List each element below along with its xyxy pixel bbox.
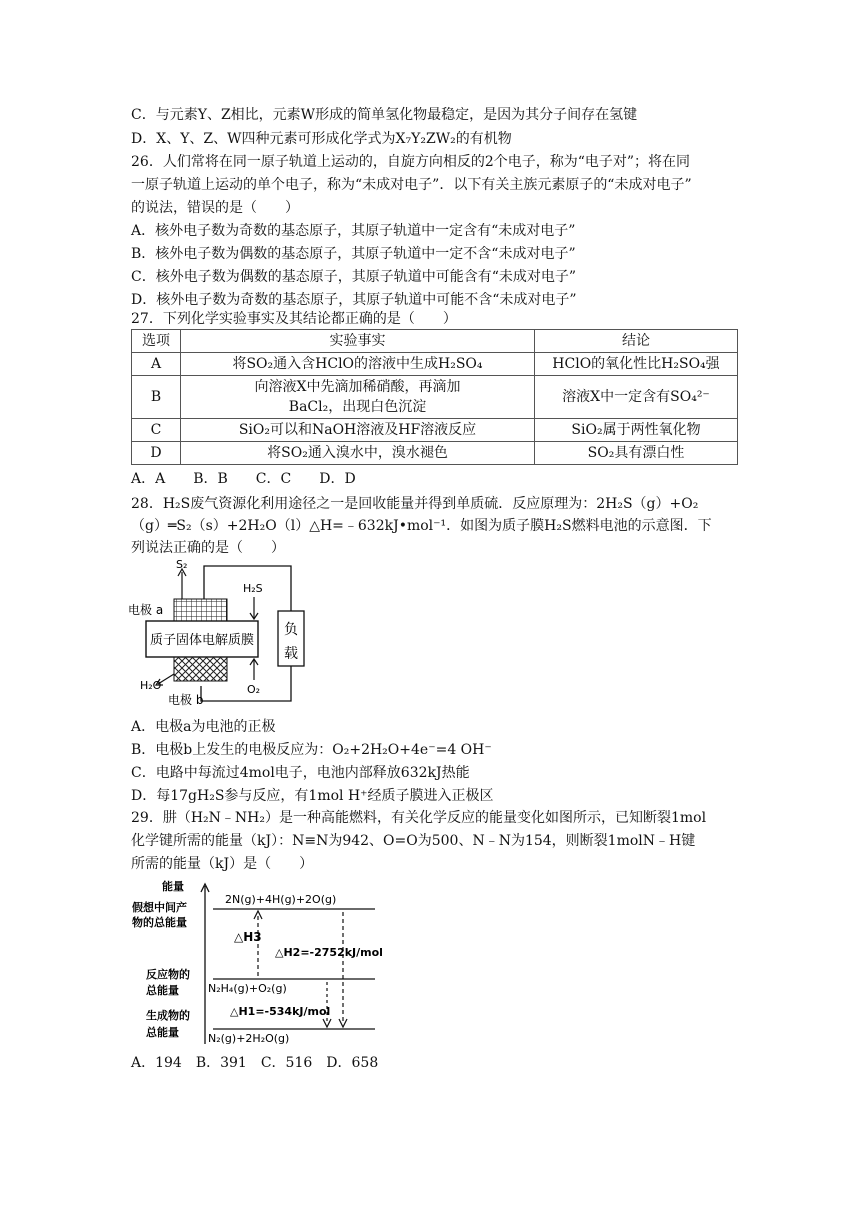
top-level-label: 2N(g)+4H(g)+2O(g) [225,893,337,906]
h2s-label: H₂S [243,582,263,595]
load-label-1: 负 [284,622,298,638]
react-label-1: 反应物的 [146,968,190,981]
table-cell: D [132,442,181,465]
table-header-cell: 选项 [132,330,181,353]
table-cell: 将SO₂通入含HClO的溶液中生成H₂SO₄ [181,353,535,376]
load-label-2: 载 [284,646,298,662]
table-header-cell: 结论 [535,330,738,353]
q28-option-a: A．电极a为电池的正极 [131,719,276,735]
energy-diagram [130,876,390,1048]
react-label-2: 总能量 [146,984,179,997]
q26-option-c: C．核外电子数为偶数的基态原子，其原子轨道中可能含有“未成对电子” [131,269,577,285]
q27-stem: 27．下列化学实验事实及其结论都正确的是（ ） [131,311,457,327]
dh1-label: △H1=-534kJ/mol [230,1005,331,1018]
table-row [132,442,738,465]
q28-stem-line-2: （g）═S₂（s）+2H₂O（l）△H=﹣632kJ•mol⁻¹．如图为质子膜H₂S燃料电池的示意图．下 [131,518,712,534]
electrode-a-label: 电极 a [128,603,164,617]
q26-option-d: D．核外电子数为奇数的基态原子，其原子轨道中可能不含“未成对电子” [131,292,577,308]
table-row [132,353,738,376]
table-cell: SiO₂可以和NaOH溶液及HF溶液反应 [181,419,535,442]
mid-label-1: 假想中间产 [132,901,187,914]
table-cell: A [132,353,181,376]
h2o-label: H₂O [140,679,162,692]
prod-label-2: 总能量 [146,1026,179,1039]
dh2-label: △H2=-2752kJ/mol [275,946,383,959]
electrode-a [174,599,227,621]
q29-options: A．194 B．391 C．516 D．658 [131,1055,379,1071]
q27-table [131,329,738,465]
reactant-level-label: N₂H₄(g)+O₂(g) [208,982,287,995]
table-row [132,376,738,419]
q28-stem-line-1: 28．H₂S废气资源化利用途径之一是回收能量并得到单质硫．反应原理为：2H₂S（g）+O₂ [131,496,699,512]
q26-stem-line-1: 26．人们常将在同一原子轨道上运动的，自旋方向相反的2个电子，称为“电子对”；将在同 [131,154,691,170]
table-cell: 向溶液X中先滴加稀硝酸，再滴加BaCl₂，出现白色沉淀 [181,376,535,419]
q29-stem-line-3: 所需的能量（kJ）是（ ） [131,856,314,872]
q29-stem-line-2: 化学键所需的能量（kJ）：N≡N为942、O=O为500、N﹣N为154，则断裂1molN﹣H键 [131,833,696,849]
o2-label: O₂ [247,683,261,696]
q26-stem-line-3: 的说法，错误的是（ ） [131,200,299,216]
electrode-b [174,657,227,681]
q29-stem-line-1: 29．肼（H₂N﹣NH₂）是一种高能燃料，有关化学反应的能量变化如图所示，已知断裂1mol [131,810,707,826]
q26-option-a: A．核外电子数为奇数的基态原子，其原子轨道中一定含有“未成对电子” [131,223,576,239]
q28-option-b: B．电极b上发生的电极反应为：O₂+2H₂O+4e⁻=4 OH⁻ [131,742,492,758]
dh3-label: △H3 [234,930,262,944]
s2-label: S₂ [176,558,188,571]
table-cell: HClO的氧化性比H₂SO₄强 [535,353,738,376]
membrane-label: 质子固体电解质膜 [149,633,255,648]
table-cell: B [132,376,181,419]
table-cell: SO₂具有漂白性 [535,442,738,465]
q28-option-c: C．电路中每流过4mol电子，电池内部释放632kJ热能 [131,765,470,781]
q25-option-c: C．与元素Y、Z相比，元素W形成的简单氢化物最稳定，是因为其分子间存在氢键 [131,107,638,123]
q28-stem-line-3: 列说法正确的是（ ） [131,540,285,556]
table-row [132,419,738,442]
table-cell: C [132,419,181,442]
electrode-b-label: 电极 b [168,693,204,707]
product-level-label: N₂(g)+2H₂O(g) [208,1032,290,1045]
q25-option-d: D．X、Y、Z、W四种元素可形成化学式为X₇Y₂ZW₂的有机物 [131,131,512,147]
axis-label: 能量 [162,880,184,893]
table-cell: SiO₂属于两性氧化物 [535,419,738,442]
table-cell: 溶液X中一定含有SO₄²⁻ [535,376,738,419]
q26-option-b: B．核外电子数为偶数的基态原子，其原子轨道中一定不含“未成对电子” [131,246,576,262]
table-cell: 将SO₂通入溴水中，溴水褪色 [181,442,535,465]
prod-label-1: 生成物的 [146,1009,190,1022]
table-header-cell: 实验事实 [181,330,535,353]
fuel-cell-diagram [126,556,311,716]
q27-options: A．A B．B C．C D．D [131,471,356,487]
table-header-row [132,330,738,353]
q28-option-d: D．每17gH₂S参与反应，有1mol H⁺经质子膜进入正极区 [131,788,494,804]
q26-stem-line-2: 一原子轨道上运动的单个电子，称为“未成对电子”．以下有关主族元素原子的“未成对电子” [131,177,692,193]
mid-label-2: 物的总能量 [132,916,187,929]
